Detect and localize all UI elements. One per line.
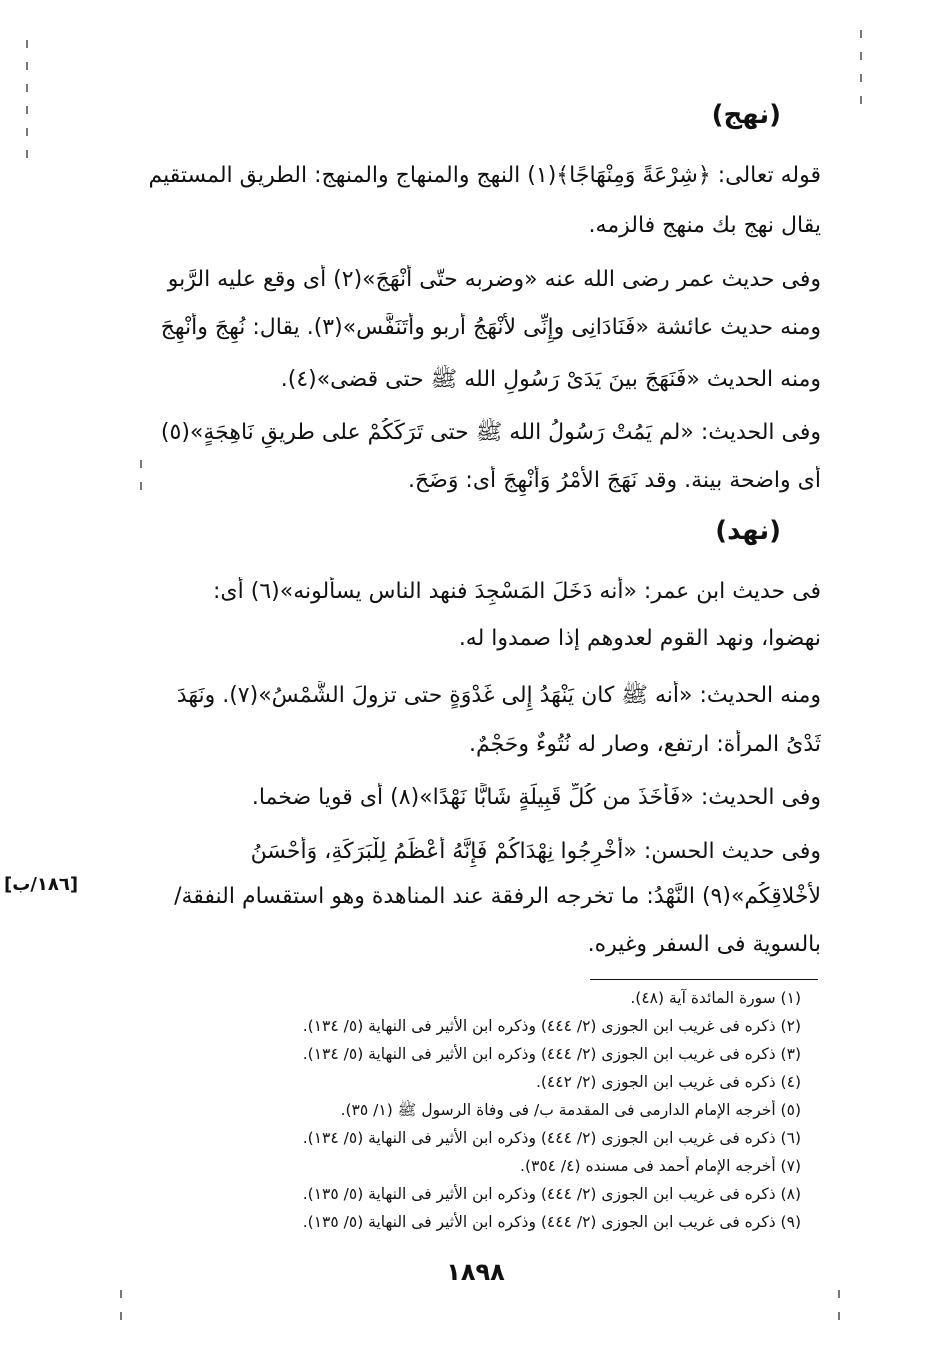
body-line: فى حديث ابن عمر: «أنه دَخَلَ المَسْجِدَ فنهد الناس يسألونه»(٦) أى: (213, 579, 821, 604)
body-line: ومنه حديث عائشة «فَنَادَانِى وإِنِّى لأَنْهَجُ أربو وأتَنَفَّس»(٣). يقال: نُهِجَ وأُنْهِجَ (160, 315, 821, 340)
scan-edge-marks (860, 30, 862, 118)
body-line: ثَدْىُ المرأة: ارتفع، وصار له نُتُوءٌ وحَجْمٌ. (468, 732, 821, 757)
page-number: ١٨٩٨ (446, 1258, 505, 1286)
footnote: (٨) ذكره فى غريب ابن الجوزى (٢/ ٤٤٤) وذكره ابن الأثير فى النهاية (٥/ ١٣٥). (302, 1185, 801, 1203)
body-line: نهضوا، ونهد القوم لعدوهم إذا صمدوا له. (458, 626, 821, 651)
body-line: ومنه الحديث «فَنَهَجَ بينَ يَدَىْ رَسُولِ الله ﷺ حتى قضى»(٤). (280, 367, 821, 392)
entry-heading-nahj: (نهج) (711, 100, 781, 130)
body-line: لأَخْلاقِكُم»(٩) النَّهْدُ: ما تخرجه الرفقة عند المناهدة وهو استقسام النفقة/ (174, 884, 821, 909)
footnote: (١) سورة المائدة آية (٤٨). (630, 989, 801, 1007)
entry-heading-nahd: (نهد) (715, 516, 781, 546)
scan-edge-marks (140, 460, 142, 504)
body-line: قوله تعالى: ﴿شِرْعَةً وَمِنْهَاجًا﴾(١) النهج والمنهاج والمنهج: الطريق المستقيم (148, 163, 821, 188)
footnote-separator (590, 979, 818, 980)
footnote: (٤) ذكره فى غريب ابن الجوزى (٢/ ٤٤٢). (535, 1073, 801, 1091)
footnote: (٧) أخرجه الإمام أحمد فى مسنده (٤/ ٣٥٤). (520, 1157, 801, 1175)
body-line: وفى الحديث: «فَأَخَذَ من كُلِّ قَبِيلَةٍ شَابًّا نَهْدًا»(٨) أى قويا ضخما. (251, 785, 821, 810)
body-line: وفى حديث عمر رضى الله عنه «وضربه حتّى أَنْهَجَ»(٢) أى وقع عليه الرَّبو (167, 267, 821, 292)
footnote: (٢) ذكره فى غريب ابن الجوزى (٢/ ٤٤٤) وذكره ابن الأثير فى النهاية (٥/ ١٣٤). (302, 1017, 801, 1035)
body-line: يقال نهج بك منهج فالزمه. (588, 213, 821, 238)
scan-edge-marks (838, 1290, 840, 1334)
footnote: (٦) ذكره فى غريب ابن الجوزى (٢/ ٤٤٤) وذكره ابن الأثير فى النهاية (٥/ ١٣٤). (302, 1129, 801, 1147)
scan-edge-marks (120, 1290, 122, 1334)
body-line: بالسوية فى السفر وغيره. (587, 932, 821, 957)
footnote: (٣) ذكره فى غريب ابن الجوزى (٢/ ٤٤٤) وذكره ابن الأثير فى النهاية (٥/ ١٣٤). (302, 1045, 801, 1063)
scan-edge-marks (26, 40, 28, 172)
body-line: أى واضحة بينة. وقد نَهَجَ الأَمْرُ وَأَنْهِجَ أى: وَضَحَ. (407, 468, 821, 493)
footnote: (٩) ذكره فى غريب ابن الجوزى (٢/ ٤٤٤) وذكره ابن الأثير فى النهاية (٥/ ١٣٥). (302, 1213, 801, 1231)
body-line: وفى حديث الحسن: «أَخْرِجُوا نِهْدَاكُمْ فَإِنَّهُ أَعْظَمُ لِلْبَرَكَةِ، وَأَحْسَنُ (250, 839, 821, 864)
footnote: (٥) أخرجه الإمام الدارمى فى المقدمة ب/ فى وفاة الرسول ﷺ (١/ ٣٥). (340, 1101, 801, 1119)
folio-margin-note: [١٨٦/ب] (4, 874, 79, 895)
body-line: وفى الحديث: «لم يَمُتْ رَسُولُ الله ﷺ حتى تَرَكَكُمْ على طريقٍ نَاهِجَةٍ»(٥) (160, 420, 821, 445)
body-line: ومنه الحديث: «أنه ﷺ كان يَنْهَدُ إِلى غَدْوَةٍ حتى تزولَ الشَّمْسُ»(٧). ونَهَدَ (176, 683, 821, 708)
